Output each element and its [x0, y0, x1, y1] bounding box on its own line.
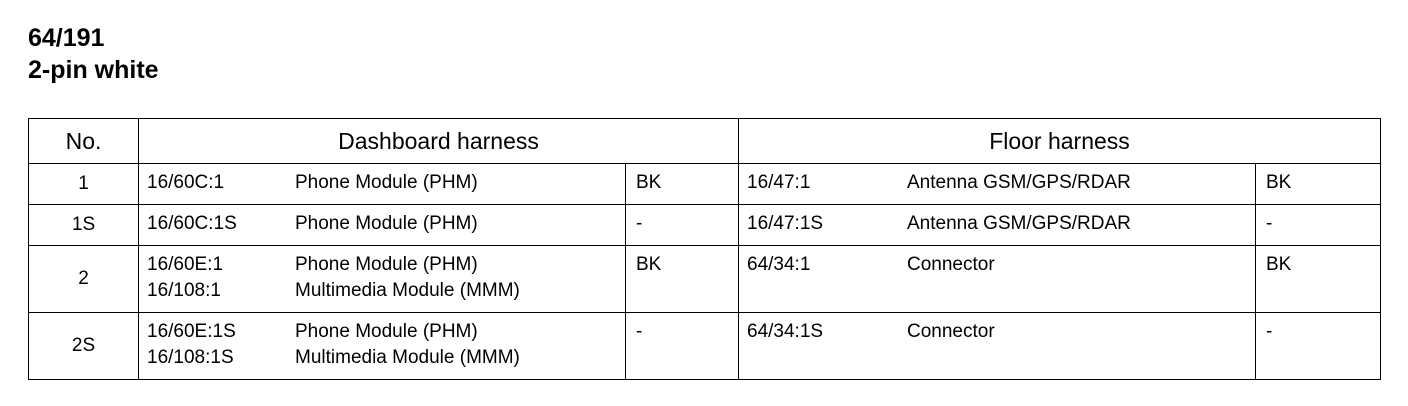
- cell-floor-color: -: [1256, 313, 1395, 379]
- dash-desc-line1: Phone Module (PHM): [295, 172, 478, 193]
- cell-dash-desc: [295, 313, 626, 379]
- cell-floor-code: [739, 313, 907, 379]
- cell-dash-desc: [295, 164, 626, 204]
- dash-code-line1: 16/60E:1: [147, 254, 224, 275]
- table-row: [29, 205, 1381, 246]
- table-row: [29, 246, 1381, 313]
- floor-code-line1: 64/34:1S: [747, 321, 824, 342]
- cell-dash-color: -: [626, 205, 743, 245]
- floor-code-line2-empty: [747, 345, 907, 371]
- cell-dash-code: [139, 164, 295, 204]
- cell-floor-color: -: [1256, 205, 1395, 245]
- cell-dashboard: [139, 205, 739, 246]
- dash-code-line2: 16/108:1S: [147, 347, 234, 368]
- cell-dash-color: BK: [626, 164, 743, 204]
- cell-floor-code: [739, 246, 907, 312]
- table-row: [29, 164, 1381, 205]
- cell-floor: [739, 164, 1381, 205]
- page-title: [28, 22, 159, 86]
- cell-dash-color: BK: [626, 246, 743, 312]
- dash-desc-line1: Phone Module (PHM): [295, 254, 478, 275]
- table-row: [29, 313, 1381, 380]
- cell-pin-no: 2: [29, 246, 139, 313]
- dash-code-line2: 16/108:1: [147, 280, 221, 301]
- cell-dash-color: -: [626, 313, 743, 379]
- dash-desc-line1: Phone Module (PHM): [295, 321, 478, 342]
- dash-code-line1: 16/60C:1: [147, 172, 225, 193]
- dash-code-line1: 16/60C:1S: [147, 213, 237, 234]
- cell-floor-desc: [907, 313, 1256, 379]
- cell-dash-code: [139, 313, 295, 379]
- dash-desc-line2: Multimedia Module (MMM): [295, 347, 520, 368]
- dash-desc-line1: Phone Module (PHM): [295, 213, 478, 234]
- cell-dash-code: [139, 246, 295, 312]
- connector-id: 64/191: [28, 24, 105, 52]
- cell-dashboard: [139, 246, 739, 313]
- cell-floor: [739, 313, 1381, 380]
- cell-floor-code: [739, 205, 907, 245]
- cell-floor-desc: [907, 205, 1256, 245]
- cell-floor-desc: [907, 164, 1256, 204]
- floor-desc-line1: Connector: [907, 254, 995, 275]
- cell-floor-color: BK: [1256, 164, 1395, 204]
- cell-floor-code: [739, 164, 907, 204]
- header-no: No.: [29, 119, 139, 164]
- floor-code-line1: 64/34:1: [747, 254, 811, 275]
- cell-dash-desc: [295, 205, 626, 245]
- floor-desc-line2-empty: [907, 278, 1255, 304]
- cell-dash-desc: [295, 246, 626, 312]
- header-dashboard-harness: Dashboard harness: [139, 119, 739, 164]
- connector-type: 2-pin white: [28, 56, 159, 84]
- cell-dash-code: [139, 205, 295, 245]
- table-header-row: [29, 119, 1381, 164]
- floor-code-line2-empty: [747, 278, 907, 304]
- cell-pin-no: 2S: [29, 313, 139, 380]
- connector-pin-table: [28, 118, 1381, 380]
- cell-floor-desc: [907, 246, 1256, 312]
- floor-desc-line1: Antenna GSM/GPS/RDAR: [907, 172, 1131, 193]
- cell-pin-no: 1: [29, 164, 139, 205]
- cell-dashboard: [139, 164, 739, 205]
- header-floor-harness: Floor harness: [739, 119, 1381, 164]
- floor-desc-line1: Connector: [907, 321, 995, 342]
- floor-code-line1: 16/47:1: [747, 172, 811, 193]
- floor-code-line1: 16/47:1S: [747, 213, 824, 234]
- cell-floor: [739, 205, 1381, 246]
- cell-floor: [739, 246, 1381, 313]
- cell-floor-color: BK: [1256, 246, 1395, 312]
- floor-desc-line2-empty: [907, 345, 1255, 371]
- dash-code-line1: 16/60E:1S: [147, 321, 236, 342]
- floor-desc-line1: Antenna GSM/GPS/RDAR: [907, 213, 1131, 234]
- cell-pin-no: 1S: [29, 205, 139, 246]
- cell-dashboard: [139, 313, 739, 380]
- dash-desc-line2: Multimedia Module (MMM): [295, 280, 520, 301]
